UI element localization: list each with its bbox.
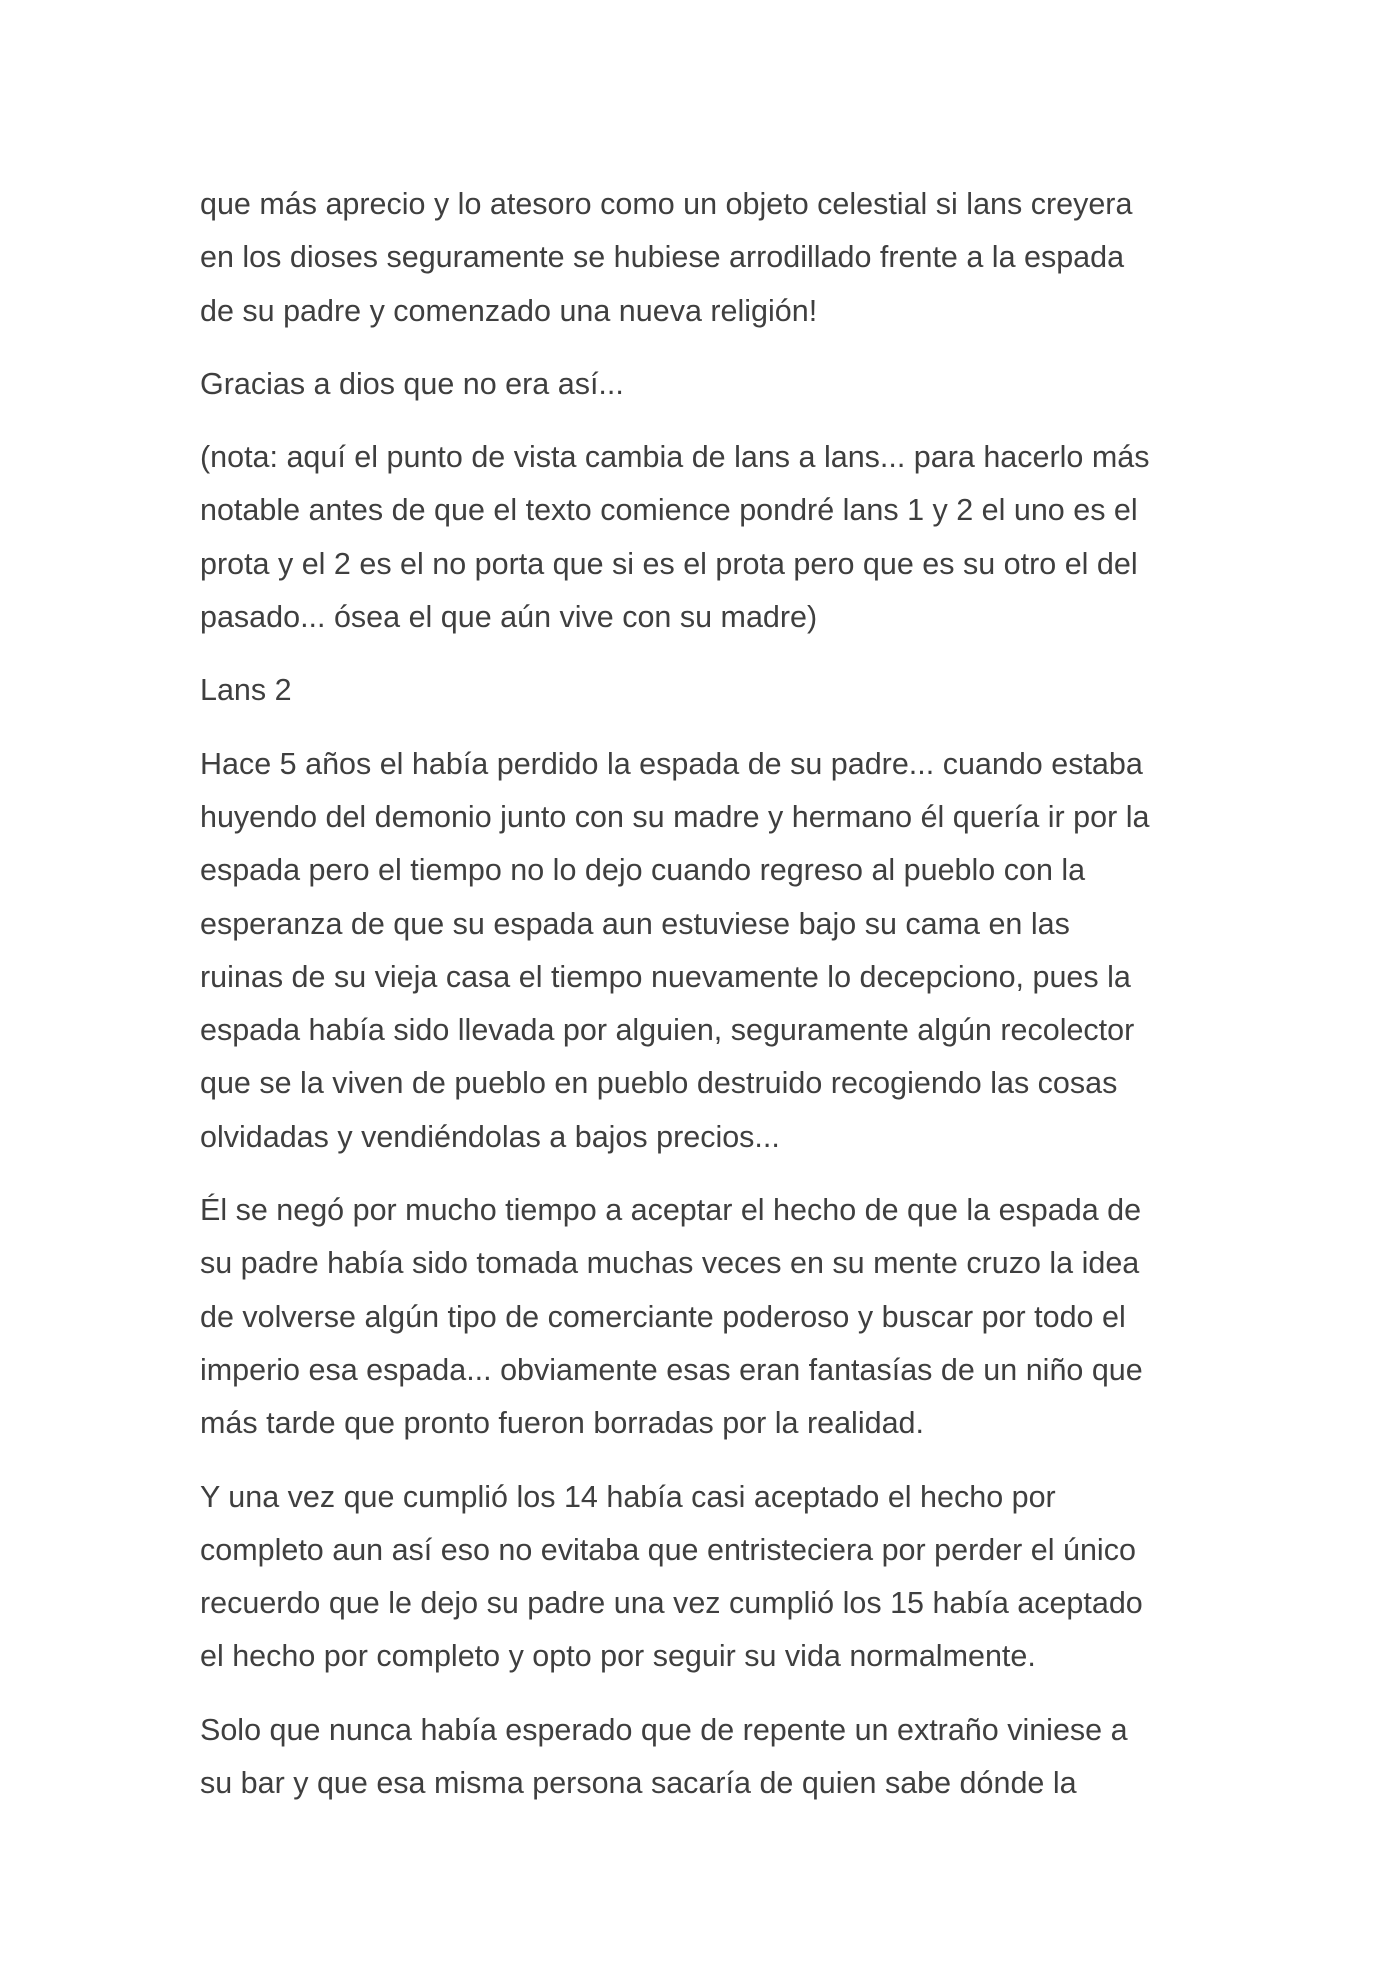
paragraph-1: que más aprecio y lo atesoro como un objeto celestial si lans creyera en los dioses seguramente se hubiese arrodillado frente a la espada de su padre y comenzado una nueva religión! [200,187,1133,328]
paragraph-8: Solo que nunca había esperado que de repente un extraño viniese a su bar y que esa misma persona sacaría de quien sabe dónde la [200,1712,1128,1801]
paragraph-5: Hace 5 años el había perdido la espada de su padre... cuando estaba huyendo del demonio junto con su madre y hermano él quería ir por la espada pero el tiempo no lo dejo cuando regreso al pueblo con la esperanza de que su espada aun estuviese bajo su cama en las ruinas de su vieja casa el tiempo nuevamente lo decepciono, pues la espada había sido llevada por alguien, seguramente algún recolector que se la viven de pueblo en pueblo destruido recogiendo las cosas olvidadas y vendiéndolas a bajos precios... [200,746,1150,1154]
paragraph-3: (nota: aquí el punto de vista cambia de lans a lans... para hacerlo más notable antes de que el texto comience pondré lans 1 y 2 el uno es el prota y el 2 es el no porta que si es el prota pero que es su otro el del pasado... ósea el que aún vive con su madre) [200,440,1150,635]
document-body [200,178,1200,1830]
paragraph-6: Él se negó por mucho tiempo a aceptar el hecho de que la espada de su padre había sido tomada muchas veces en su mente cruzo la idea de volverse algún tipo de comerciante poderoso y buscar por todo el imperio esa espada... obviamente esas eran fantasías de un niño que más tarde que pronto fueron borradas por la realidad. [200,1193,1143,1441]
paragraph-7: Y una vez que cumplió los 14 había casi aceptado el hecho por completo aun así eso no evitaba que entristeciera por perder el único recuerdo que le dejo su padre una vez cumplió los 15 había aceptado el hecho por completo y opto por seguir su vida normalmente. [200,1479,1143,1674]
section-heading-lans-2: Lans 2 [200,673,292,708]
paragraph-2: Gracias a dios que no era así... [200,366,624,401]
